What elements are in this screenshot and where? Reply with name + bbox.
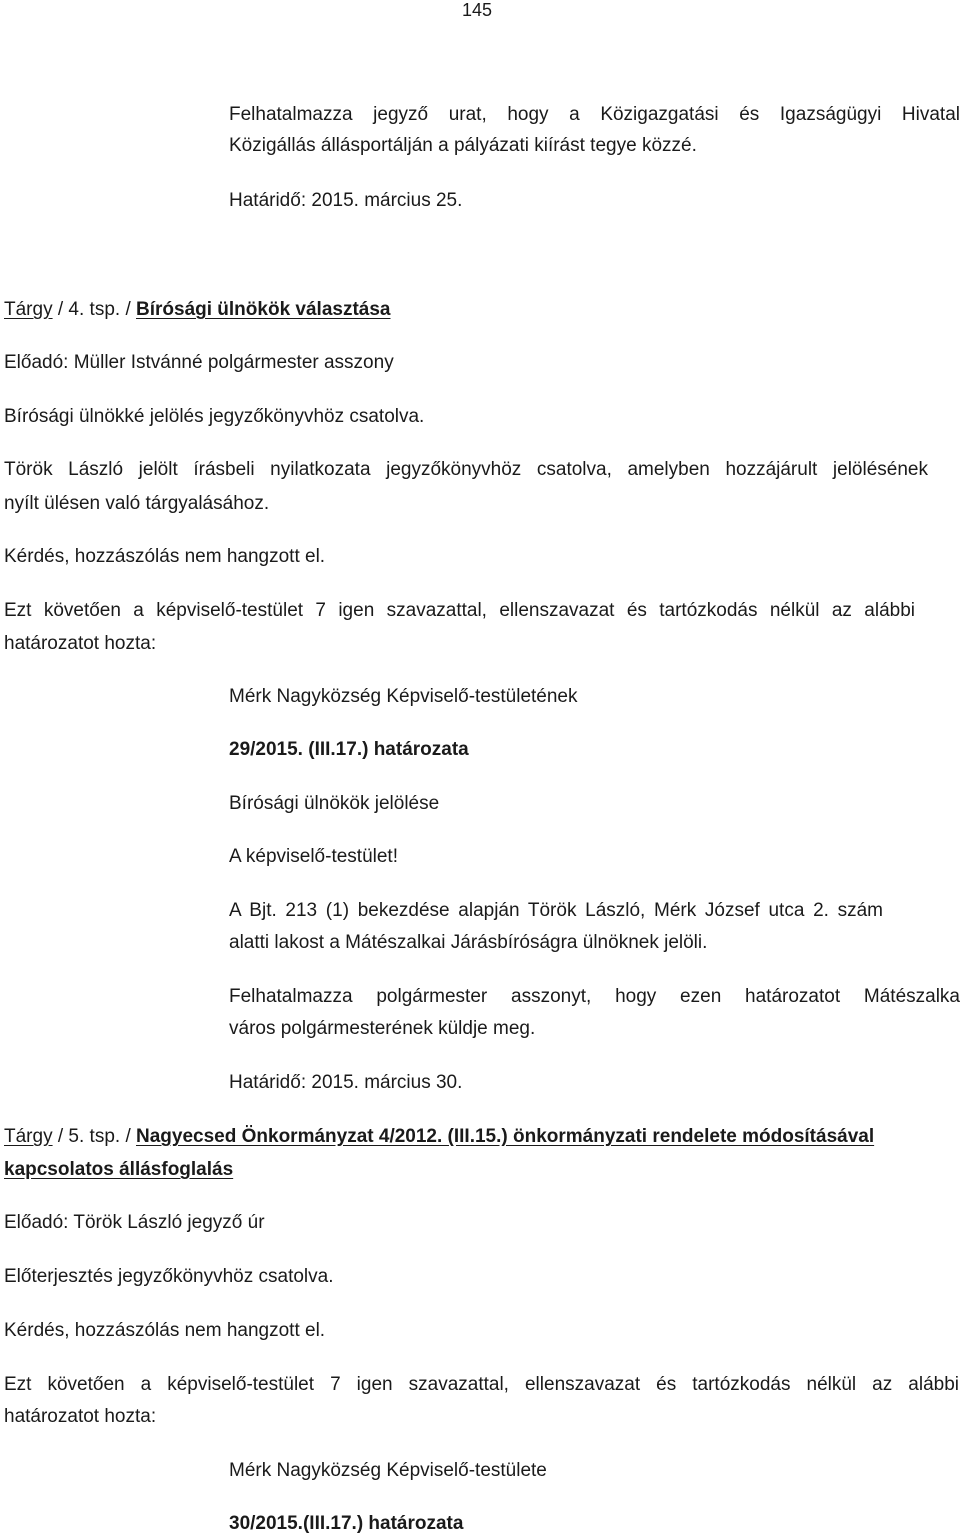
- subject-label: Tárgy: [4, 299, 53, 320]
- paragraph: Ezt követően a képviselő-testület 7 igen szavazattal, ellenszavazat és tartózkodás nélkül az alábbi: [4, 1374, 959, 1395]
- agenda-number: / 4. tsp. /: [52, 299, 136, 320]
- resolution-org: Mérk Nagyközség Képviselő-testületének: [229, 686, 578, 707]
- resolution-text: A Bjt. 213 (1) bekezdése alapján Török László, Mérk József utca 2. szám: [229, 900, 883, 921]
- agenda-title-cont: kapcsolatos állásfoglalás: [4, 1159, 234, 1180]
- authorization-text-line1: Felhatalmazza jegyző urat, hogy a Közigazgatási és Igazságügyi Hivatal: [229, 104, 960, 125]
- resolution-org: Mérk Nagyközség Képviselő-testülete: [229, 1460, 547, 1481]
- resolution-text: alatti lakost a Mátészalkai Járásbíróságra ülnöknek jelöli.: [229, 932, 708, 953]
- paragraph: Török László jelölt írásbeli nyilatkozata jegyzőkönyvhöz csatolva, amelyben hozzájárult jelölésének: [4, 459, 928, 480]
- agenda-title: Bírósági ülnökök választása: [136, 299, 391, 320]
- authorization-text-line2: Közigállás állásportálján a pályázati kiírást tegye közzé.: [229, 135, 697, 156]
- paragraph: Kérdés, hozzászólás nem hangzott el.: [4, 1320, 326, 1341]
- paragraph: Kérdés, hozzászólás nem hangzott el.: [4, 546, 326, 567]
- resolution-text: város polgármesterének küldje meg.: [229, 1018, 536, 1039]
- presenter: Előadó: Müller Istvánné polgármester asszony: [4, 352, 394, 373]
- agenda-heading-4: [4, 298, 391, 322]
- paragraph: határozatot hozta:: [4, 1406, 157, 1427]
- paragraph: határozatot hozta:: [4, 633, 157, 654]
- deadline-1: Határidő: 2015. március 25.: [229, 190, 463, 211]
- agenda-number: / 5. tsp. /: [52, 1126, 136, 1147]
- deadline-2: Határidő: 2015. március 30.: [229, 1072, 463, 1093]
- agenda-title: Nagyecsed Önkormányzat 4/2012. (III.15.) önkormányzati rendelete módosításával: [136, 1126, 875, 1147]
- paragraph: Előterjesztés jegyzőkönyvhöz csatolva.: [4, 1266, 334, 1287]
- resolution-number: 29/2015. (III.17.) határozata: [229, 739, 469, 760]
- subject-label: Tárgy: [4, 1126, 53, 1147]
- paragraph: Bírósági ülnökké jelölés jegyzőkönyvhöz csatolva.: [4, 406, 425, 427]
- resolution-addressee: A képviselő-testület!: [229, 846, 398, 867]
- resolution-text: Felhatalmazza polgármester asszonyt, hogy ezen határozatot Mátészalka: [229, 986, 960, 1007]
- presenter: Előadó: Török László jegyző úr: [4, 1212, 265, 1233]
- page-number: 145: [462, 0, 493, 20]
- resolution-subject: Bírósági ülnökök jelölése: [229, 793, 440, 814]
- resolution-number: 30/2015.(III.17.) határozata: [229, 1513, 464, 1534]
- agenda-heading-5: [4, 1125, 874, 1149]
- paragraph: Ezt követően a képviselő-testület 7 igen szavazattal, ellenszavazat és tartózkodás nélkül az alábbi: [4, 600, 915, 621]
- paragraph: nyílt ülésen való tárgyalásához.: [4, 493, 270, 514]
